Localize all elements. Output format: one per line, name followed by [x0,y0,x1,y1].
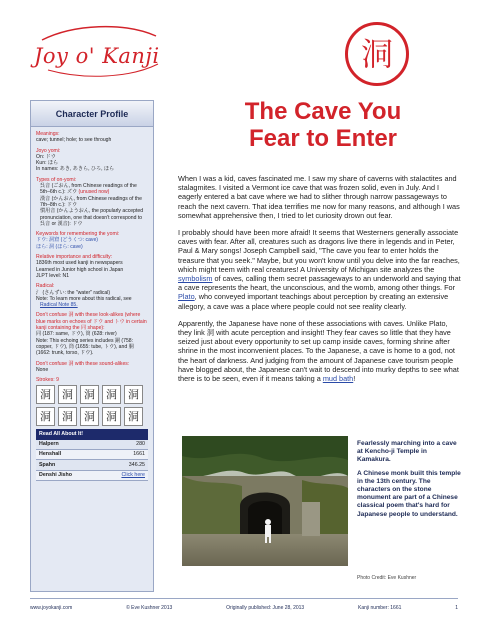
stroke-box: 洞 [80,385,99,404]
soundalikes-label: Don't confuse 洞 with these sound-alikes: [36,360,130,367]
footer-published: Originally published: June 28, 2013 [226,605,305,611]
strokes-label: Strokes: 9 [36,377,59,384]
stroke-box: 洞 [58,407,77,426]
paragraph-2-text: I probably should have been more afraid! It seems that Westerners generally associate caves with fear. After all, creatures such as dragons live there in legends and in Peter, Paul & Mary songs! Joseph Campbell said, "The cave you fear to enter holds the treasure that you seek." Maybe, but you won't know until you delve into the far reaches, which might teem with real creatures! A University of Michigan site analyzes the [178,228,460,274]
footer-site[interactable]: www.joyokanji.com [30,605,73,611]
soundalikes-text: None [36,366,49,373]
types-kanon: 漢音 (かんおん, from Chinese readings of the 7th–8th c.): ドウ [40,195,142,208]
reference-name: Henshall [39,451,62,458]
stroke-box: 洞 [36,407,55,426]
keyword-1: ドウ: 洞窟 (どうくつ: cave) [36,237,98,244]
photo-caption [357,440,461,524]
reference-name: Halpern [39,441,59,448]
paragraph-2-text: of caves, calling them secret passageways to an underworld and saying that a cave represents the heart, the unconscious, and the womb, among other things. For [178,274,461,293]
keywords-label: Keywords for remembering the yomi: [36,231,120,238]
reference-name: Spahn [39,461,56,468]
on-reading: On: ドウ [36,153,56,160]
cave-photo-image [182,436,348,566]
stroke-box: 洞 [102,385,121,404]
joyo-yomi-label: Joyo yomi: [36,147,61,154]
caption-2: A Chinese monk built this temple in the 13th century. The characters on the stone monument are part of a Chinese classical poem that's hard for Japanese people to understand. [357,469,461,518]
reference-row [36,440,148,450]
reference-value: 280 [136,441,145,448]
types-kanyoon: 慣用音 (かんようおん, the popularly accepted pronunciation, one that doesn't correspond to 呉音 or 漢音): ドウ [40,208,144,227]
paragraph-1: When I was a kid, caves fascinated me. I saw my share of caverns with stalactites and stalagmites. I visited a Vermont ice cave that was frozen solid, even in July. And I eagerly entered a bat cave where we had to slither through narrow passageways to reach the next cavern. That idea terrifies me now for many reasons, and although I was somewhat apprehensive then, I tried to let curiosity drown out fear. [178,174,460,220]
paragraph-3-text: ! [353,374,356,384]
title-line-1: The Cave You [244,98,402,125]
keywords-section [36,231,148,250]
meanings-label: Meanings: [36,131,60,137]
title-line-2: Fear to Enter [248,125,398,152]
kun-reading: Kun: ほら [36,160,59,167]
stroke-box: 洞 [36,385,55,404]
types-goon: 呉音 (ごおん, from Chinese readings of the 5th–6th c.): ズウ [40,183,137,196]
meanings-section [36,131,148,144]
reference-name: Denshi Jisho [39,472,72,479]
paragraph-2-text: , who conveyed important teachings about perception by creating an extensive allegory, a cave was a place where people could not see reality clearly. [178,292,449,311]
types-section [36,177,148,227]
importance-2: Learned in Junior high school in Japan [36,266,124,273]
radical-section [36,283,148,308]
mud-bath-link[interactable]: mud bath [322,374,354,384]
radical-label: Radical: [36,283,55,290]
reference-table [36,440,148,481]
lookalikes-1: 同 (187: same, ドウ), 筒 (628: river) [36,331,117,338]
denshi-jisho-link[interactable]: Click here [121,472,145,479]
reference-row [36,471,148,481]
article-body [178,174,461,391]
article-title [188,98,458,152]
symbolism-link[interactable]: symbolism [178,274,213,284]
sidebar-heading: Character Profile [31,101,153,127]
stroke-order-grid [36,385,148,426]
plato-link[interactable]: Plato [178,292,195,302]
meanings-text: cave; tunnel; hole; to see through [36,137,112,144]
stroke-box: 洞 [124,407,143,426]
caption-1: Fearlessly marching into a cave at Kencho-ji Temple in Kamakura. [357,440,457,464]
paragraph-3 [178,319,461,383]
read-all-about-it-heading: Read All About It! [36,429,148,439]
soundalikes-section [36,361,148,374]
character-profile-sidebar [30,100,154,592]
keyword-2: ほら: 洞 (ほら: cave) [36,243,83,250]
stroke-box: 洞 [80,407,99,426]
footer-page-number: 1 [455,605,458,611]
reference-row [36,460,148,470]
stroke-box: 洞 [58,385,77,404]
stroke-box: 洞 [124,385,143,404]
stroke-box: 洞 [102,407,121,426]
paragraph-3-text: Apparently, the Japanese have none of these associations with caves. Unlike Plato, they link 洞 with acute perception and insight! They fear caves so little that they have seized just about every opportunity to set up camp inside caves, forming shrine after shrine in the most inconvenient places. To the Japanese, a cave is home to a god, not the heart of darkness. And judging from the amount of Japanese cave tourism people have blogged about, the Japanese can't wait to descend into murky depths to see what there is to be seen, even if it means taking a [178,318,459,384]
importance-3: JLPT level: N1 [36,272,70,279]
radical-note-link[interactable]: Radical Note 85. [40,302,78,309]
radical-1: 氵 (さんずい: the "water" radical) [36,289,111,296]
footer [30,598,458,616]
reference-value: 346.25 [128,461,145,468]
types-unused: (unused now) [78,189,110,196]
paragraph-2 [178,228,461,311]
footer-kanji-number: Kanji number: 1661 [358,605,402,611]
lookalikes-label: Don't confuse 洞 with these look-alikes (where blue marks on echoes of ドウ and トウ in certain kanji containing the 同 shape): [36,312,147,332]
importance-1: 1836th most used kanji in newspapers [36,260,123,267]
footer-copyright: © Eve Kushner 2013 [126,605,173,611]
radical-2: Note: To learn more about this radical, see [36,295,132,302]
lookalikes-2: Note: This echoing series includes 銅 (758: copper, ドウ), 筒 (1655: tube, トウ), and 胴 (1662: trunk, torso, ドウ). [36,337,134,357]
reference-value: 1661 [133,451,145,458]
joyo-yomi-section [36,148,148,173]
reference-row [36,450,148,460]
kanji-character: 洞 [360,35,393,73]
lookalikes-section [36,312,148,356]
importance-label: Relative importance and difficulty: [36,254,113,261]
types-label: Types of on-yomi: [36,176,77,183]
logo [34,22,164,82]
name-readings: In names: あき, あきら, ひろ, ほら [36,166,115,173]
cave-photo [182,436,348,566]
kanji-badge [345,22,409,86]
importance-section [36,254,148,279]
logo-text: Joy o' Kanji [34,44,160,68]
photo-credit: Photo Credit: Eve Kushner [357,575,417,581]
